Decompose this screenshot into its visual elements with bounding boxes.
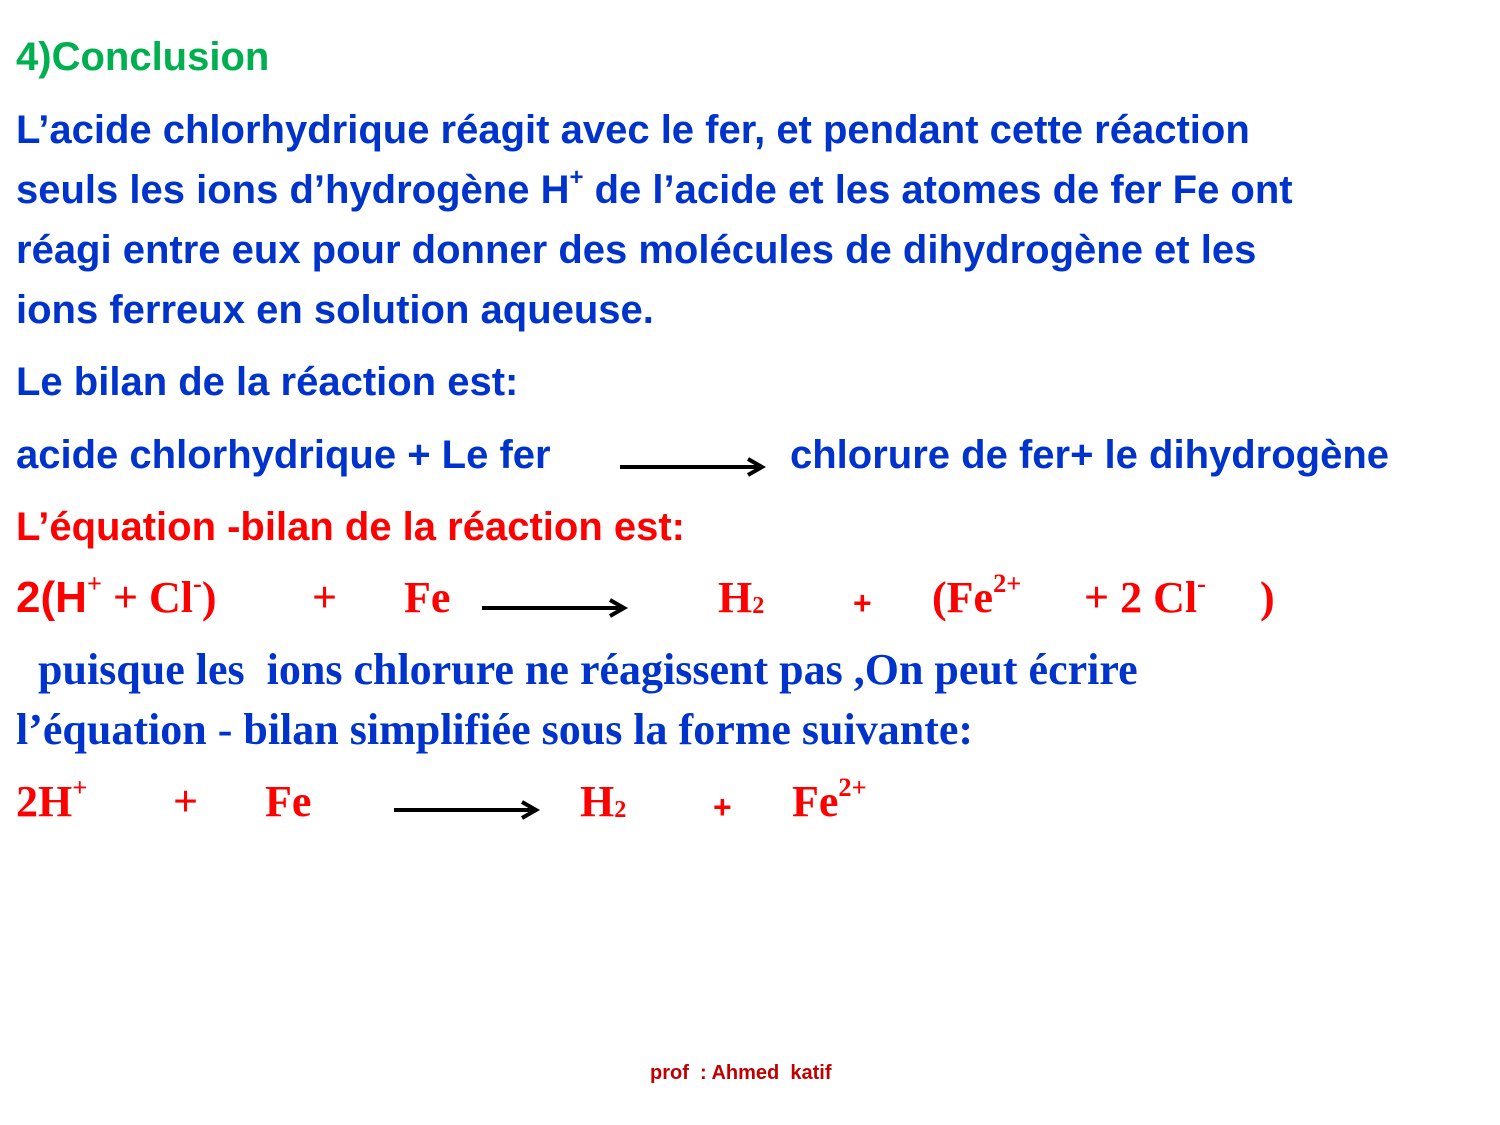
full-equation-plus-2: + <box>853 585 872 621</box>
simplified-text-line-2: l’équation - bilan simplifiée sous la forme suivante: <box>16 705 974 754</box>
full-equation-arrow-icon <box>482 598 632 618</box>
simplified-equation-plus-1: + <box>173 777 199 826</box>
simplified-equation-plus-2: + <box>713 789 732 825</box>
paragraph-line-4: ions ferreux en solution aqueuse. <box>16 288 654 332</box>
paragraph-line-2: seuls les ions d’hydrogène H+ de l’acide et les atomes de fer Fe ont <box>16 164 1293 212</box>
bilan-title: Le bilan de la réaction est: <box>16 360 519 404</box>
simplified-equation-fe-ion: $Fe^{2+}$ <box>792 772 867 826</box>
full-equation-close-paren: ) <box>1260 573 1275 622</box>
full-equation-h2: $H_2$ <box>718 573 765 622</box>
word-equation-right: chlorure de fer+ le dihydrogène <box>790 433 1390 477</box>
paragraph-line-3: réagi entre eux pour donner des molécules de dihydrogène et les <box>16 228 1257 272</box>
full-equation-fe: Fe <box>404 573 451 622</box>
equation-bilan-title: L’équation -bilan de la réaction est: <box>16 505 686 549</box>
simplified-equation-fe: Fe <box>265 777 312 826</box>
full-equation-plus-1: + <box>312 573 338 622</box>
simplified-text-line-1: puisque les ions chlorure ne réagissent pas ,On peut écrire <box>16 645 1138 694</box>
simplified-equation-h: 2H+ <box>16 772 88 826</box>
full-equation-fe-ion: ($Fe^{2+}$ <box>932 568 1022 622</box>
simplified-equation-arrow-icon <box>394 800 544 820</box>
simplified-equation-h2: $H_2$ <box>580 777 627 826</box>
full-equation-reactant-acid: 2(H+ + Cl-) <box>16 568 217 622</box>
footer-author: prof : Ahmed katif <box>650 1062 832 1084</box>
hydrogen-charge: + <box>569 164 584 191</box>
slide-heading: 4)Conclusion <box>16 35 270 79</box>
paragraph-line-1: L’acide chlorhydrique réagit avec le fer, et pendant cette réaction <box>16 108 1250 152</box>
word-equation-arrow-icon <box>620 457 770 477</box>
word-equation-left: acide chlorhydrique + Le fer <box>16 433 551 477</box>
full-equation-cl-ion: + 2 Cl- <box>1084 568 1206 622</box>
